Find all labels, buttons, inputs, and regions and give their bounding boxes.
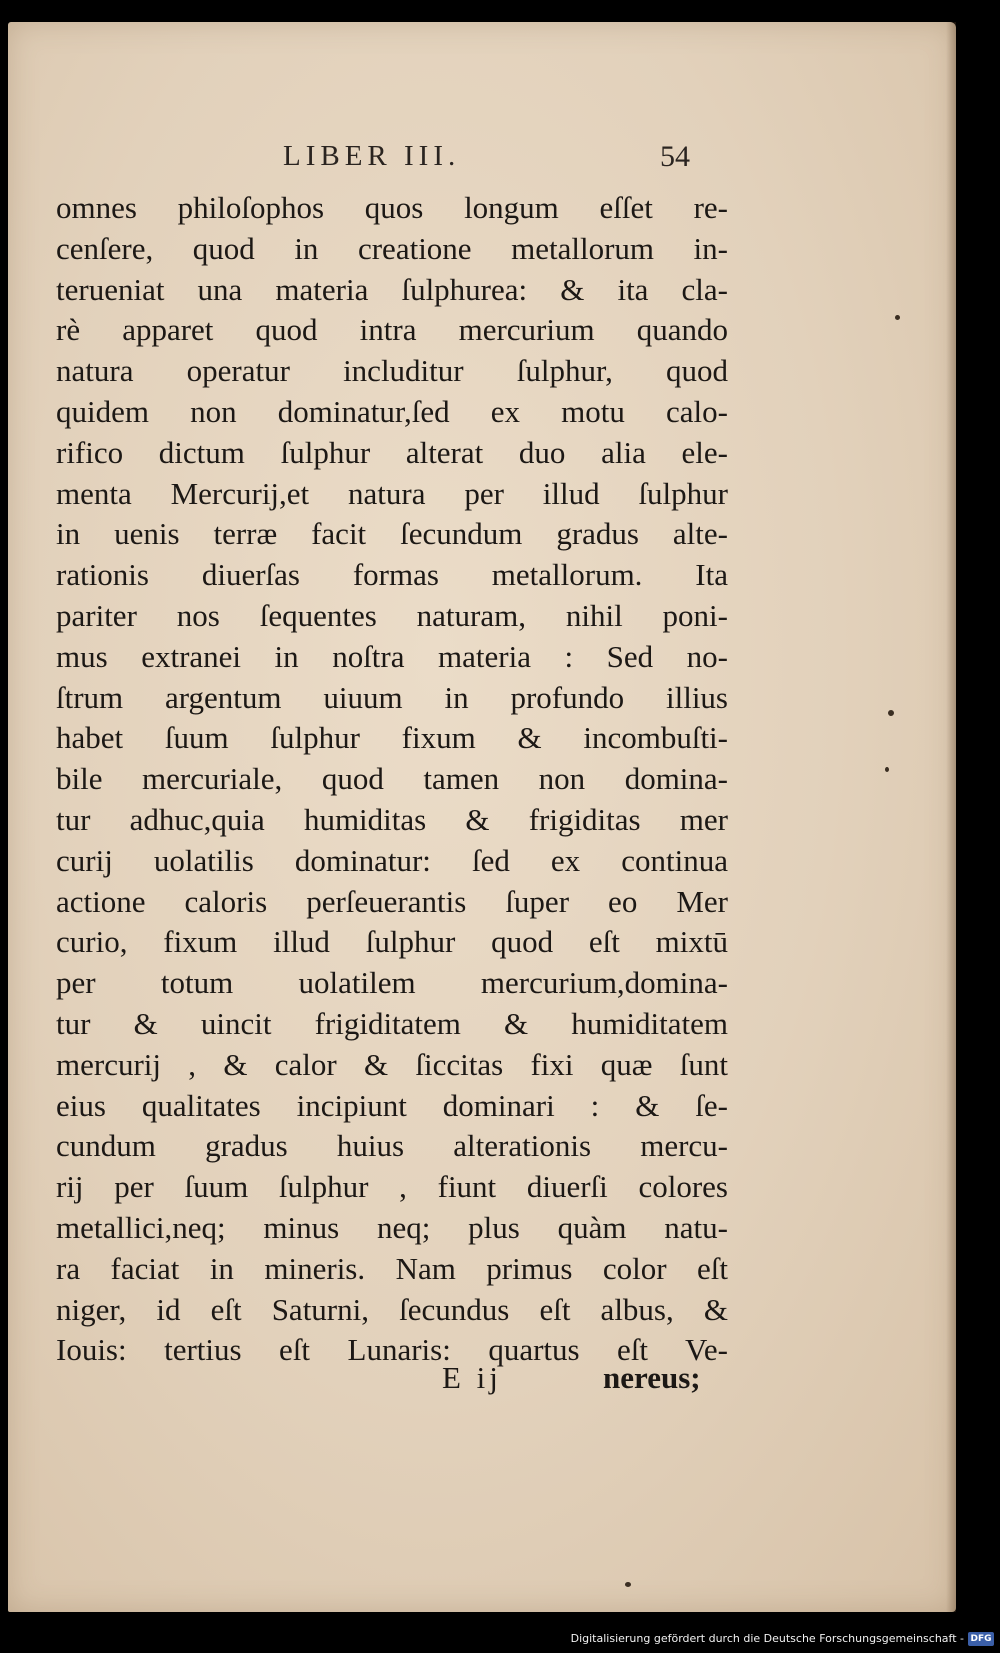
text-line: omnes philoſophos quos longum eſſet re- bbox=[56, 190, 728, 225]
digitization-credit: Digitalisierung gefördert durch die Deutsche Forschungsgemeinschaft - bbox=[570, 1632, 964, 1645]
text-line: curij uolatilis dominatur: ſed ex continua bbox=[56, 842, 728, 878]
text-line: actione caloris perſeuerantis ſuper eo Mer bbox=[56, 883, 728, 919]
signature-mark: E ij bbox=[442, 1360, 502, 1395]
text-line: menta Mercurij,et natura per illud ſulphur bbox=[56, 475, 728, 511]
text-line: per totum uolatilem mercurium,domina- bbox=[56, 965, 728, 1001]
paper-speck bbox=[885, 767, 889, 772]
text-line: natura operatur includitur ſulphur, quod bbox=[56, 353, 728, 389]
text-line: ſtrum argentum uiuum in profundo illius bbox=[56, 679, 728, 715]
text-line: mus extranei in noſtra materia : Sed no- bbox=[56, 638, 728, 674]
paper-speck bbox=[625, 1582, 631, 1587]
book-page bbox=[8, 22, 956, 1612]
running-head bbox=[8, 140, 956, 180]
text-line: in uenis terræ facit ſecundum gradus alte- bbox=[56, 516, 728, 552]
text-line: curio, fixum illud ſulphur quod eſt mixtū bbox=[56, 924, 728, 960]
body-text bbox=[56, 188, 728, 1371]
page-number: 54 bbox=[660, 140, 690, 173]
text-line: pariter nos ſequentes naturam, nihil poni- bbox=[56, 597, 728, 633]
text-line: niger, id eſt Saturni, ſecundus eſt albus, & bbox=[56, 1291, 728, 1327]
paper-speck bbox=[895, 315, 900, 320]
text-line: tur adhuc,quia humiditas & frigiditas mer bbox=[56, 801, 728, 837]
paper-speck bbox=[888, 710, 894, 716]
text-line: quidem non dominatur,ſed ex motu calo- bbox=[56, 393, 728, 429]
dfg-logo: DFG bbox=[968, 1632, 994, 1646]
text-line: terueniat una materia ſulphurea: & ita cla- bbox=[56, 271, 728, 307]
text-line: rifico dictum ſulphur alterat duo alia ele- bbox=[56, 434, 728, 470]
text-line: metallici,neq; minus neq; plus quàm natu- bbox=[56, 1209, 728, 1245]
text-line: habet ſuum ſulphur fixum & incombuſti- bbox=[56, 720, 728, 756]
text-line: rij per ſuum ſulphur , fiunt diuerſi colores bbox=[56, 1169, 728, 1205]
text-line: cenſere, quod in creatione metallorum in- bbox=[56, 230, 728, 266]
catchword: nereus; bbox=[603, 1360, 701, 1395]
text-line: tur & uincit frigiditatem & humiditatem bbox=[56, 1005, 728, 1041]
text-line: Iouis: tertius eſt Lunaris: quartus eſt Ve- bbox=[56, 1332, 728, 1368]
text-line: cundum gradus huius alterationis mercu- bbox=[56, 1128, 728, 1164]
text-line: eius qualitates incipiunt dominari : & ſe- bbox=[56, 1087, 728, 1123]
running-title: LIBER III. bbox=[283, 140, 461, 172]
text-line: mercurij , & calor & ſiccitas fixi quæ ſunt bbox=[56, 1046, 728, 1082]
page-footer bbox=[8, 1360, 956, 1400]
text-line: ra faciat in mineris. Nam primus color eſt bbox=[56, 1250, 728, 1286]
text-line: rationis diuerſas formas metallorum. Ita bbox=[56, 557, 728, 593]
text-line: rè apparet quod intra mercurium quando bbox=[56, 312, 728, 348]
text-line: bile mercuriale, quod tamen non domina- bbox=[56, 761, 728, 797]
credit-bar bbox=[0, 1612, 1000, 1653]
